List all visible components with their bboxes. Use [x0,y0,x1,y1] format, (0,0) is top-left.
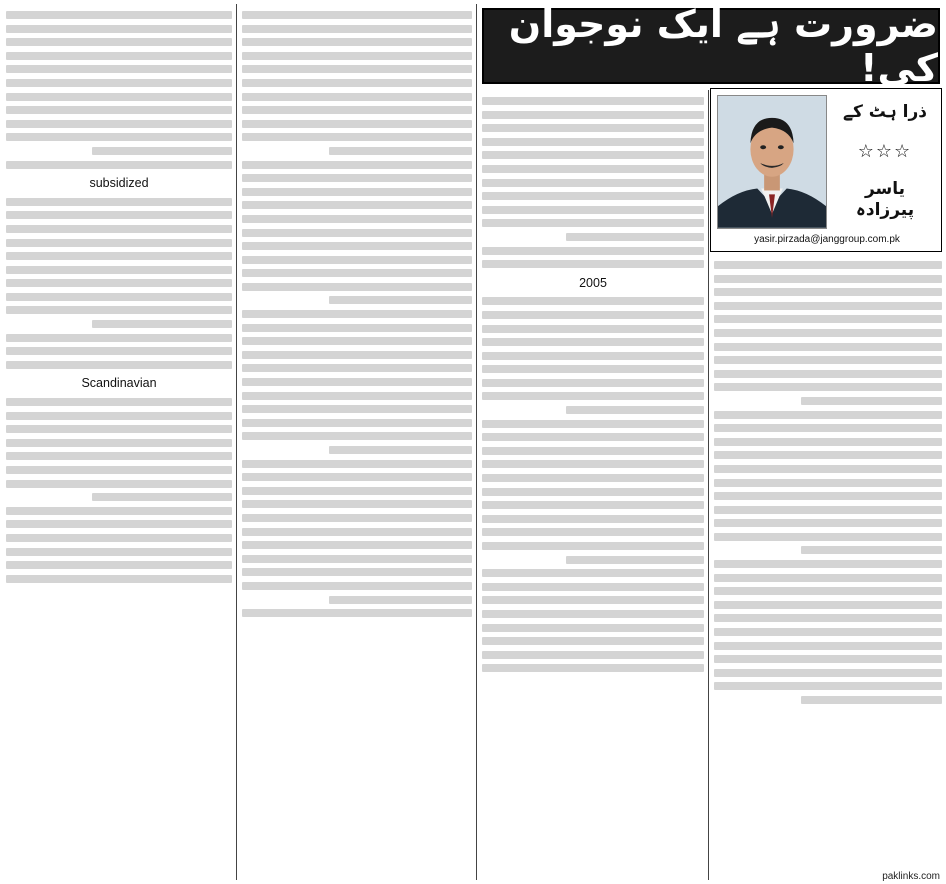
text-line-placeholder [242,174,472,182]
text-line-placeholder [242,419,472,427]
text-line-placeholder [6,466,232,474]
text-line-placeholder [242,500,472,508]
text-line-placeholder [482,515,704,523]
text-line-placeholder [482,192,704,200]
text-line-placeholder [714,560,942,568]
text-line-placeholder [242,324,472,332]
column-placeholder-lines [6,11,232,583]
text-line-placeholder [714,682,942,690]
text-line-placeholder [242,229,472,237]
text-line-placeholder [92,493,232,501]
text-line-placeholder [482,365,704,373]
text-line-placeholder [242,256,472,264]
text-line-placeholder [714,465,942,473]
text-line-placeholder [242,405,472,413]
text-line-placeholder [714,655,942,663]
text-line-placeholder [6,161,232,169]
text-line-placeholder [482,610,704,618]
text-line-placeholder [329,446,472,454]
text-line-placeholder [242,38,472,46]
text-line-placeholder [801,546,942,554]
text-line-placeholder [242,514,472,522]
article-column-2 [242,6,472,880]
text-line-placeholder [714,533,942,541]
article-headline: ضرورت ہے ایک نوجوان کی! [482,8,940,84]
text-line-placeholder [482,206,704,214]
text-line-placeholder [242,432,472,440]
text-line-placeholder [482,311,704,319]
text-line-placeholder [482,392,704,400]
text-line-placeholder [482,219,704,227]
text-line-placeholder [242,487,472,495]
text-line-placeholder [566,406,704,414]
text-line-placeholder [6,575,232,583]
text-line-placeholder [482,297,704,305]
text-line-placeholder [482,97,704,105]
text-line-placeholder [714,424,942,432]
text-line-placeholder [242,541,472,549]
text-line-placeholder [6,266,232,274]
text-line-placeholder [6,439,232,447]
text-line-placeholder [242,378,472,386]
text-line-placeholder [566,233,704,241]
text-line-placeholder [714,383,942,391]
text-line-placeholder [714,601,942,609]
text-line-placeholder [6,412,232,420]
text-line-placeholder [714,411,942,419]
text-line-placeholder [242,392,472,400]
text-line-placeholder [714,275,942,283]
text-line-placeholder [482,165,704,173]
text-line-placeholder [714,492,942,500]
text-line-placeholder [482,433,704,441]
text-line-placeholder [6,11,232,19]
text-line-placeholder [482,124,704,132]
site-watermark: paklinks.com [882,871,940,882]
text-line-placeholder [714,315,942,323]
byline-kicker: ذرا ہٹ کے [843,102,927,122]
byline-stars: ☆☆☆ [857,141,913,162]
text-line-placeholder [242,133,472,141]
text-line-placeholder [6,93,232,101]
text-line-placeholder [6,361,232,369]
text-line-placeholder [6,520,232,528]
text-line-placeholder [242,215,472,223]
text-line-placeholder [482,637,704,645]
text-line-placeholder [6,239,232,247]
text-line-placeholder [482,379,704,387]
text-line-placeholder [6,480,232,488]
text-line-placeholder [714,451,942,459]
text-line-placeholder [92,147,232,155]
english-term: 2005 [579,275,607,290]
text-line-placeholder [242,460,472,468]
author-name: یاسر پیرزادہ [855,179,915,220]
text-line-placeholder [242,568,472,576]
text-line-placeholder [482,460,704,468]
text-line-placeholder [242,364,472,372]
text-line-placeholder [482,151,704,159]
text-line-placeholder [329,296,472,304]
text-line-placeholder [482,474,704,482]
text-line-placeholder [566,556,704,564]
text-line-placeholder [482,542,704,550]
text-line-placeholder [242,201,472,209]
text-line-placeholder [242,609,472,617]
text-line-placeholder [242,310,472,318]
text-line-placeholder [714,506,942,514]
text-line-placeholder [242,337,472,345]
text-line-placeholder [242,242,472,250]
text-line-placeholder [714,302,942,310]
column-rule [708,90,709,880]
column-placeholder-lines [242,11,472,617]
text-line-placeholder [242,25,472,33]
text-line-placeholder [6,279,232,287]
text-line-placeholder [482,447,704,455]
text-line-placeholder [242,188,472,196]
text-line-placeholder [482,420,704,428]
text-line-placeholder [482,247,704,255]
text-line-placeholder [482,338,704,346]
text-line-placeholder [714,587,942,595]
text-line-placeholder [482,352,704,360]
text-line-placeholder [242,555,472,563]
text-line-placeholder [482,179,704,187]
text-line-placeholder [242,79,472,87]
text-line-placeholder [482,260,704,268]
column-placeholder-lines [714,261,942,704]
text-line-placeholder [482,651,704,659]
text-line-placeholder [242,11,472,19]
text-line-placeholder [242,161,472,169]
text-line-placeholder [6,252,232,260]
text-line-placeholder [6,133,232,141]
column-placeholder-lines [482,97,704,672]
text-line-placeholder [801,696,942,704]
text-line-placeholder [714,479,942,487]
text-line-placeholder [714,438,942,446]
text-line-placeholder [242,65,472,73]
text-line-placeholder [482,624,704,632]
text-line-placeholder [6,65,232,73]
text-line-placeholder [6,106,232,114]
text-line-placeholder [6,425,232,433]
text-line-placeholder [6,198,232,206]
text-line-placeholder [6,334,232,342]
text-line-placeholder [714,669,942,677]
text-line-placeholder [482,528,704,536]
text-line-placeholder [6,38,232,46]
text-line-placeholder [242,269,472,277]
text-line-placeholder [482,664,704,672]
text-line-placeholder [6,120,232,128]
text-line-placeholder [801,397,942,405]
text-line-placeholder [482,583,704,591]
author-box [710,88,942,252]
english-term: subsidized [89,176,149,191]
text-line-placeholder [482,501,704,509]
text-line-placeholder [714,356,942,364]
text-line-placeholder [242,473,472,481]
text-line-placeholder [714,574,942,582]
text-line-placeholder [242,351,472,359]
text-line-placeholder [482,569,704,577]
text-line-placeholder [242,120,472,128]
text-line-placeholder [6,225,232,233]
text-line-placeholder [6,79,232,87]
text-line-placeholder [714,370,942,378]
text-line-placeholder [714,519,942,527]
portrait-photo-icon [718,96,826,228]
text-line-placeholder [6,25,232,33]
text-line-placeholder [714,614,942,622]
text-line-placeholder [242,106,472,114]
text-line-placeholder [714,261,942,269]
text-line-placeholder [6,293,232,301]
text-line-placeholder [714,628,942,636]
text-line-placeholder [482,596,704,604]
text-line-placeholder [242,52,472,60]
text-line-placeholder [242,582,472,590]
text-line-placeholder [329,147,472,155]
text-line-placeholder [714,642,942,650]
text-line-placeholder [482,488,704,496]
text-line-placeholder [6,452,232,460]
article-column-4 [714,256,942,880]
english-term: Scandinavian [81,376,157,391]
text-line-placeholder [714,288,942,296]
text-line-placeholder [242,528,472,536]
author-photo [717,95,827,229]
text-line-placeholder [6,398,232,406]
text-line-placeholder [482,111,704,119]
text-line-placeholder [329,596,472,604]
text-line-placeholder [6,347,232,355]
text-line-placeholder [482,325,704,333]
text-line-placeholder [6,211,232,219]
text-line-placeholder [6,507,232,515]
text-line-placeholder [714,343,942,351]
text-line-placeholder [242,283,472,291]
author-email: yasir.pirzada@janggroup.com.pk [754,234,900,245]
text-line-placeholder [6,548,232,556]
text-line-placeholder [242,93,472,101]
text-line-placeholder [482,138,704,146]
article-column-1 [6,6,232,880]
column-rule [236,4,237,880]
article-column-3 [482,92,704,880]
text-line-placeholder [6,52,232,60]
column-rule [476,4,477,880]
text-line-placeholder [714,329,942,337]
text-line-placeholder [6,534,232,542]
text-line-placeholder [92,320,232,328]
text-line-placeholder [6,561,232,569]
text-line-placeholder [6,306,232,314]
